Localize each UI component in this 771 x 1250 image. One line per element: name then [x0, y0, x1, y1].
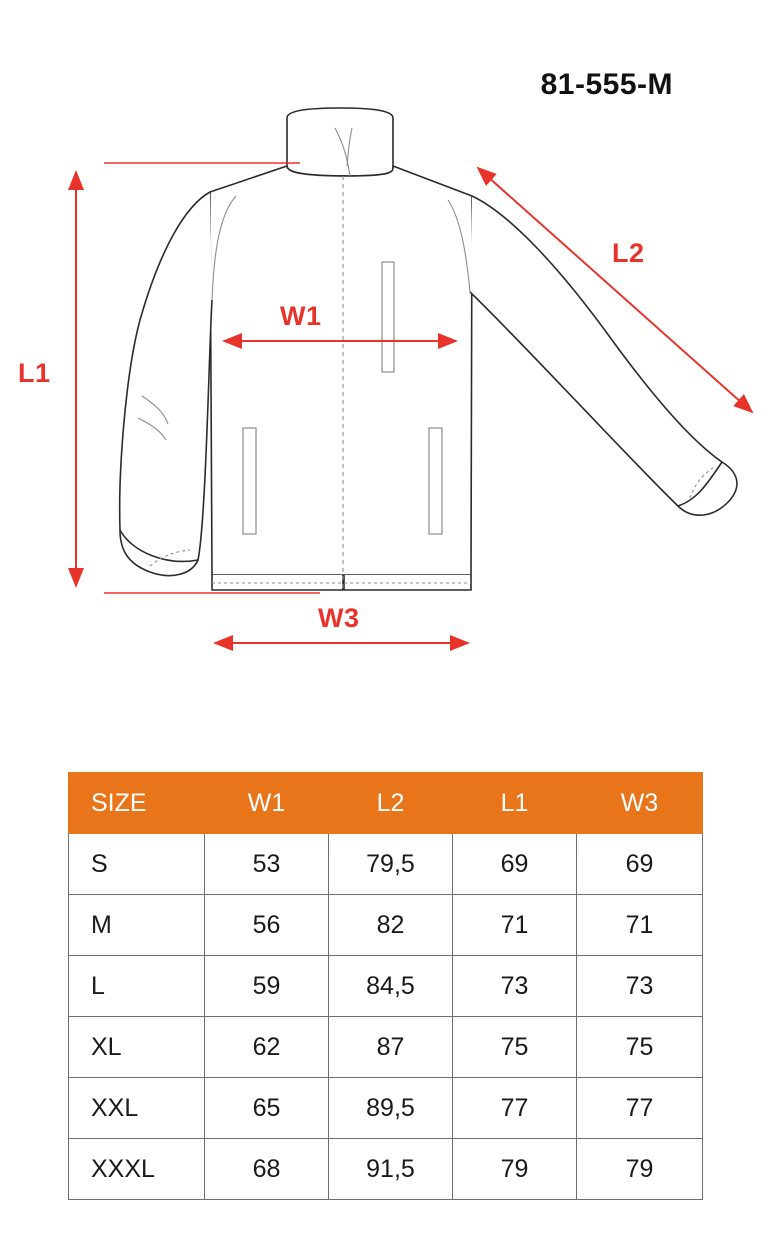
jacket-outline	[120, 108, 737, 590]
table-header-w3: W3	[577, 773, 703, 834]
cell-size: S	[69, 834, 205, 895]
table-row	[69, 956, 703, 1017]
size-table	[68, 772, 703, 1200]
cell-l2: 91,5	[329, 1139, 453, 1200]
cell-w1: 62	[205, 1017, 329, 1078]
dimension-label-l2: L2	[612, 238, 645, 268]
cell-w1: 56	[205, 895, 329, 956]
cell-l1: 73	[453, 956, 577, 1017]
cell-size: XXL	[69, 1078, 205, 1139]
table-row	[69, 1139, 703, 1200]
table-header-row	[69, 773, 703, 834]
cell-l1: 79	[453, 1139, 577, 1200]
product-code: 81-555-M	[540, 68, 673, 101]
table-header-l2: L2	[329, 773, 453, 834]
cell-w3: 79	[577, 1139, 703, 1200]
cell-l2: 82	[329, 895, 453, 956]
table-header-l1: L1	[453, 773, 577, 834]
size-table-container	[68, 772, 702, 1200]
dimension-label-w3: W3	[318, 603, 360, 633]
cell-l2: 84,5	[329, 956, 453, 1017]
cell-l1: 71	[453, 895, 577, 956]
cell-l2: 89,5	[329, 1078, 453, 1139]
cell-l1: 77	[453, 1078, 577, 1139]
cell-w3: 75	[577, 1017, 703, 1078]
cell-l1: 69	[453, 834, 577, 895]
table-header-size: SIZE	[69, 773, 205, 834]
cell-w1: 59	[205, 956, 329, 1017]
table-row	[69, 895, 703, 956]
dimension-label-w1: W1	[280, 301, 322, 331]
cell-size: M	[69, 895, 205, 956]
cell-l2: 79,5	[329, 834, 453, 895]
table-row	[69, 834, 703, 895]
cell-w3: 77	[577, 1078, 703, 1139]
cell-w1: 68	[205, 1139, 329, 1200]
cell-w3: 71	[577, 895, 703, 956]
cell-size: XXXL	[69, 1139, 205, 1200]
table-header-w1: W1	[205, 773, 329, 834]
dimension-label-l1: L1	[18, 358, 51, 388]
cell-size: L	[69, 956, 205, 1017]
cell-w1: 53	[205, 834, 329, 895]
cell-size: XL	[69, 1017, 205, 1078]
cell-l1: 75	[453, 1017, 577, 1078]
table-row	[69, 1078, 703, 1139]
cell-w1: 65	[205, 1078, 329, 1139]
cell-w3: 69	[577, 834, 703, 895]
table-row	[69, 1017, 703, 1078]
cell-w3: 73	[577, 956, 703, 1017]
cell-l2: 87	[329, 1017, 453, 1078]
